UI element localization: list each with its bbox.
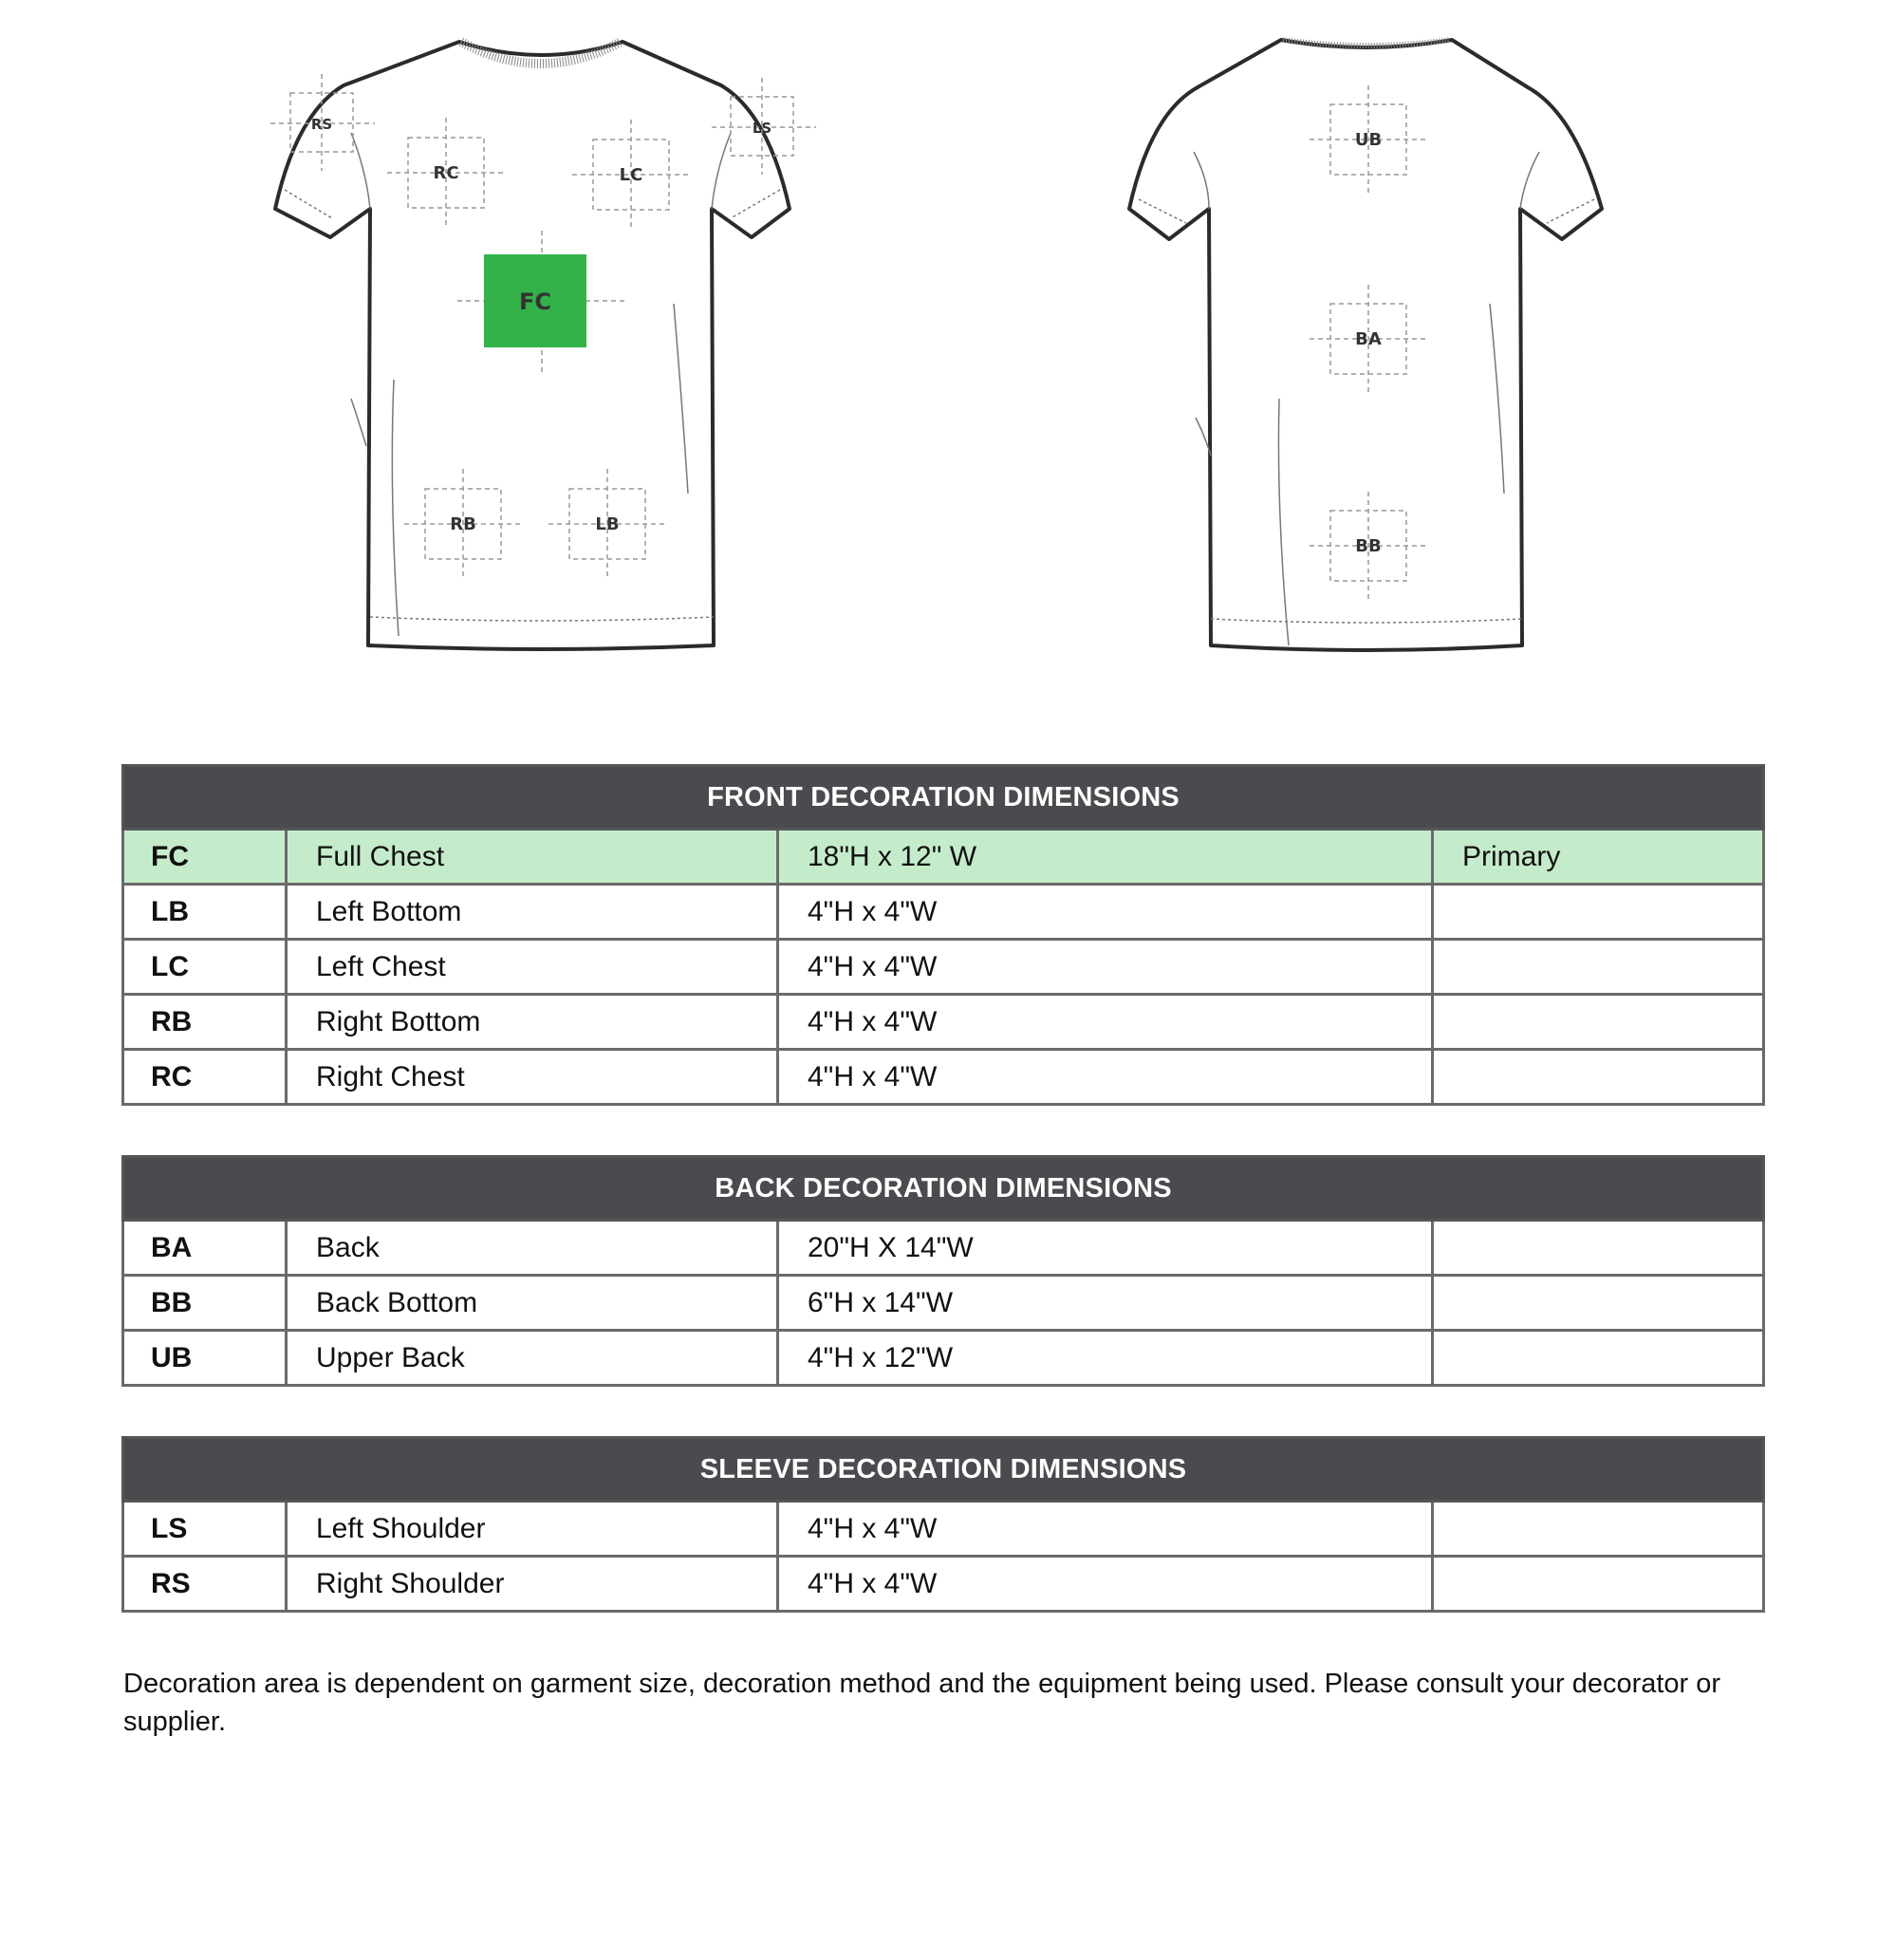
ba-label: BA bbox=[1355, 329, 1382, 349]
code-cell: LS bbox=[123, 1502, 287, 1557]
note-cell bbox=[1433, 995, 1764, 1050]
ls-label: LS bbox=[752, 120, 772, 137]
ub-label: UB bbox=[1354, 130, 1383, 150]
code-cell: BA bbox=[123, 1221, 287, 1276]
code-cell: RB bbox=[123, 995, 287, 1050]
front-tshirt-diagram bbox=[256, 19, 826, 664]
table-row bbox=[123, 1221, 1764, 1276]
rs-label: RS bbox=[310, 116, 333, 133]
table-row bbox=[123, 1557, 1764, 1612]
code-cell: LB bbox=[123, 885, 287, 940]
note-cell bbox=[1433, 885, 1764, 940]
table-row bbox=[123, 1502, 1764, 1557]
table-row bbox=[123, 995, 1764, 1050]
sleeve-decoration-table bbox=[121, 1436, 1765, 1613]
note-cell bbox=[1433, 1050, 1764, 1105]
code-cell: FC bbox=[123, 830, 287, 885]
name-cell: Right Chest bbox=[287, 1050, 778, 1105]
size-cell: 4"H x 4"W bbox=[778, 1050, 1433, 1105]
sleeve-table-title: SLEEVE DECORATION DIMENSIONS bbox=[123, 1438, 1764, 1502]
size-cell: 4"H x 4"W bbox=[778, 1557, 1433, 1612]
back-table-title: BACK DECORATION DIMENSIONS bbox=[123, 1157, 1764, 1221]
name-cell: Upper Back bbox=[287, 1331, 778, 1386]
size-cell: 4"H x 4"W bbox=[778, 1502, 1433, 1557]
note-cell bbox=[1433, 1276, 1764, 1331]
table-row bbox=[123, 940, 1764, 995]
lb-label: LB bbox=[595, 514, 620, 534]
size-cell: 18"H x 12" W bbox=[778, 830, 1433, 885]
front-decoration-table bbox=[121, 764, 1765, 1106]
size-cell: 4"H x 4"W bbox=[778, 995, 1433, 1050]
size-cell: 4"H x 12"W bbox=[778, 1331, 1433, 1386]
table-row bbox=[123, 1331, 1764, 1386]
decoration-tables bbox=[121, 764, 1762, 1613]
front-table-title: FRONT DECORATION DIMENSIONS bbox=[123, 766, 1764, 830]
name-cell: Full Chest bbox=[287, 830, 778, 885]
rc-label: RC bbox=[433, 163, 459, 183]
name-cell: Right Shoulder bbox=[287, 1557, 778, 1612]
back-decoration-table bbox=[121, 1155, 1765, 1387]
code-cell: BB bbox=[123, 1276, 287, 1331]
size-cell: 6"H x 14"W bbox=[778, 1276, 1433, 1331]
note-cell bbox=[1433, 1221, 1764, 1276]
table-row bbox=[123, 885, 1764, 940]
name-cell: Left Chest bbox=[287, 940, 778, 995]
code-cell: RS bbox=[123, 1557, 287, 1612]
code-cell: UB bbox=[123, 1331, 287, 1386]
table-row bbox=[123, 1276, 1764, 1331]
fc-label: FC bbox=[518, 289, 552, 315]
table-row bbox=[123, 1050, 1764, 1105]
code-cell: RC bbox=[123, 1050, 287, 1105]
garment-illustrations bbox=[0, 0, 1877, 683]
code-cell: LC bbox=[123, 940, 287, 995]
name-cell: Back bbox=[287, 1221, 778, 1276]
name-cell: Right Bottom bbox=[287, 995, 778, 1050]
size-cell: 4"H x 4"W bbox=[778, 940, 1433, 995]
lc-label: LC bbox=[619, 165, 643, 185]
note-cell bbox=[1433, 1502, 1764, 1557]
rb-label: RB bbox=[450, 514, 476, 534]
note-cell bbox=[1433, 940, 1764, 995]
bb-label: BB bbox=[1355, 536, 1382, 556]
table-row bbox=[123, 830, 1764, 885]
name-cell: Back Bottom bbox=[287, 1276, 778, 1331]
size-cell: 4"H x 4"W bbox=[778, 885, 1433, 940]
footnote: Decoration area is dependent on garment size, decoration method and the equipment being used. Please consult your decorator or supplier. bbox=[123, 1669, 1721, 1737]
name-cell: Left Bottom bbox=[287, 885, 778, 940]
size-cell: 20"H X 14"W bbox=[778, 1221, 1433, 1276]
note-cell bbox=[1433, 1331, 1764, 1386]
note-cell: Primary bbox=[1433, 830, 1764, 885]
note-cell bbox=[1433, 1557, 1764, 1612]
back-tshirt-diagram bbox=[1082, 19, 1651, 664]
name-cell: Left Shoulder bbox=[287, 1502, 778, 1557]
